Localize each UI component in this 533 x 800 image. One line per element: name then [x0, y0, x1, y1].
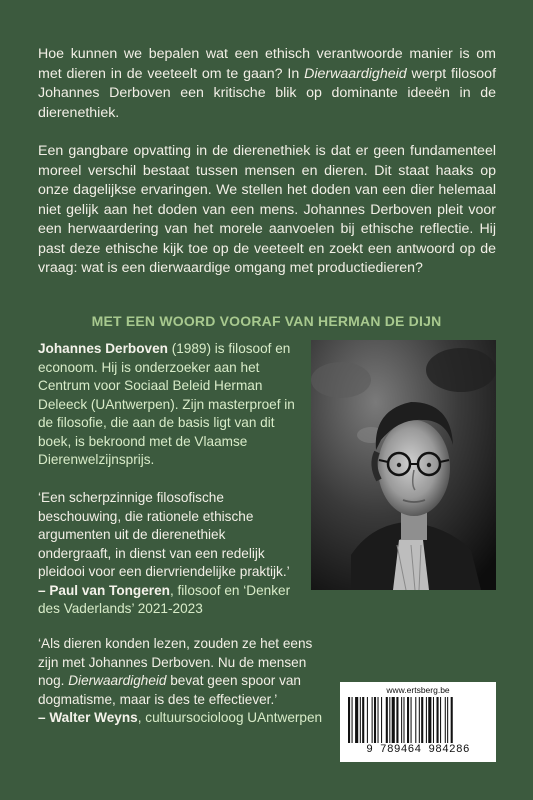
barcode	[340, 682, 496, 762]
intro-paragraph-1: Hoe kunnen we bepalen wat een ethisch verantwoorde manier is om met dieren in de veeteelt om te gaan? In Dierwaardigheid werpt filosoof Johannes Derboven een kritische blik op dominante ideeën in de dierenethiek.	[38, 46, 497, 121]
quote-2-author: – Walter Weyns	[38, 710, 138, 725]
quote-1: ‘Een scherpzinnige filosofische beschouwing, die rationele ethische argumenten uit de dierenethiek ondergraaft, in dienst van een redelijk pleidooi voor een diervriendelijke praktijk.’ – Paul van Tongeren, filosoof en ‘Denker des Vaderlands’ 2021-2023	[38, 490, 291, 616]
author-bio: Johannes Derboven (1989) is filosoof en econoom. Hij is onderzoeker aan het Centrum voor Sociaal Beleid Herman Deleeck (UAntwerpen). Zijn masterproef in de filosofie, die aan de basis ligt van dit boek, is bekroond met de Vlaamse Dierenwelzijnsprijs.	[38, 341, 295, 467]
quote-1-author: – Paul van Tongeren	[38, 582, 170, 598]
isbn-number: 9 789464 984286	[366, 744, 470, 756]
publisher-url: www.ertsberg.be	[386, 685, 450, 695]
quote-2: ‘Als dieren konden lezen, zouden ze het eens zijn met Johannes Derboven. Nu de mensen nog. Dierwaardigheid bevat geen spoor van dogmatisme, maar is des te effectiever.’ – Walter Weyns, cultuursocioloog UAntwerpen	[38, 636, 323, 725]
author-photo	[311, 340, 496, 590]
intro-paragraph-2: Een gangbare opvatting in de dierenethiek is dat er geen fundamenteel moreel verschil bestaat tussen mensen en dieren. Dit staat haaks op onze dagelijkse ervaringen. We stellen het doden van een dier helemaal niet gelijk aan het doden van een mens. Johannes Derboven pleit voor een herwaardering van het morele aanvoelen bij ethische reflectie. Hij past deze ethische kijk toe op de veeteelt en zoekt een antwoord op de vraag: wat is een dierwaardige omgang met productiedieren?	[38, 143, 496, 276]
barcode-bars	[348, 697, 488, 743]
book-title-italic: Dierwaardigheid	[68, 673, 167, 688]
book-title-italic: Dierwaardigheid	[304, 65, 407, 82]
author-name: Johannes Derboven	[38, 341, 168, 356]
foreword-heading: MET EEN WOORD VOORAF VAN HERMAN DE DIJN	[91, 313, 442, 329]
